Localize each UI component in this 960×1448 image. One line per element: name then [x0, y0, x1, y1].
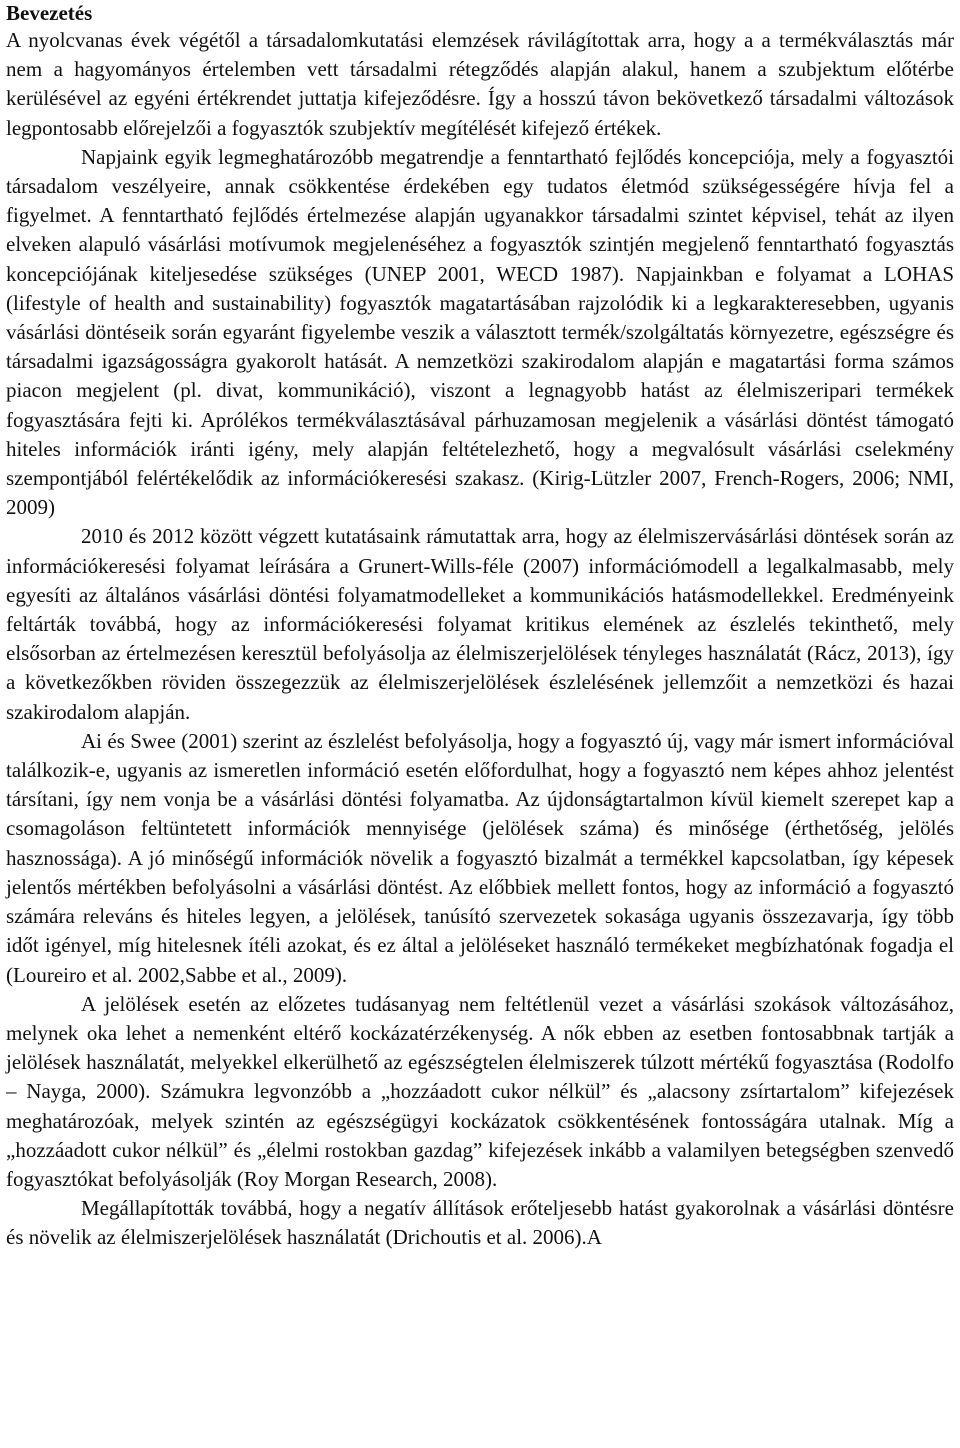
paragraph: Ai és Swee (2001) szerint az észlelést befolyásolja, hogy a fogyasztó új, vagy már ismert információval találkozik-e, ugyanis az ismeretlen információ esetén előfordulhat, hogy a fogyasztó nem képes ahhoz jelentést társítani, így nem vonja be a vásárlási döntési folyamatba. Az újdonságtartalmon kívül kiemelt szerepet kap a csomagoláson feltüntetett információk mennyisége (jelölések száma) és minősége (érthetőség, jelölés hasznossága). A jó minőségű információk növelik a fogyasztó bizalmát a termékkel kapcsolatban, így képesek jelentős mértékben befolyásolni a vásárlási döntést. Az előbbiek mellett fontos, hogy az információ a fogyasztó számára releváns és hiteles legyen, a jelölések, tanúsító szervezetek sokasága ugyanis összezavarja, így több időt igényel, míg hitelesnek ítéli azokat, és ez által a jelöléseket használó termékeket megbízhatónak fogadja el (Loureiro et al. 2002,Sabbe et al., 2009). — [6, 728, 954, 987]
paragraph: Napjaink egyik legmeghatározóbb megatrendje a fenntartható fejlődés koncepciója, mely a fogyasztói társadalom veszélyeire, annak csökkentése érdekében egy tudatos életmód szükségességére hívja fel a figyelmet. A fenntartható fejlődés értelmezése alapján ugyanakkor társadalmi szintet képvisel, tehát az ilyen elveken alapuló vásárlási motívumok megjelenéséhez a fogyasztók szintjén megjelenő fenntartható fogyasztás koncepciójának kiteljesedése szükséges (UNEP 2001, WECD 1987). Napjainkban e folyamat a LOHAS (lifestyle of health and sustainability) fogyasztók magatartásában rajzolódik ki a legkarakteresebben, ugyanis vásárlási döntéseik során egyaránt figyelembe veszik a választott termék/szolgáltatás környezetre, egészségre és társadalmi igazságosságra gyakorolt hatását. A nemzetközi szakirodalom alapján e magatartási forma számos piacon megjelent (pl. divat, kommunikáció), viszont a legnagyobb hatást az élelmiszeripari termékek fogyasztására fejti ki. Aprólékos termékválasztásával párhuzamosan megjelenik a vásárlási döntést támogató hiteles információk iránti igény, mely alapján feltételezhető, hogy a megvalósult vásárlási cselekmény szempontjából felértékelődik az információkeresési szakasz. (Kirig-Lützler 2007, French-Rogers, 2006; NMI, 2009) — [6, 144, 954, 520]
paragraph: 2010 és 2012 között végzett kutatásaink rámutattak arra, hogy az élelmiszervásárlási döntések során az információkeresési folyamat leírására a Grunert-Wills-féle (2007) információmodell a legalkalmasabb, mely egyesíti az általános vásárlási döntési folyamatmodelleket a kommunikációs hatásmodellekkel. Eredményeink feltárták továbbá, hogy az információkeresési folyamat kritikus elemének az észlelés tekinthető, mely elsősorban az értelmezésen keresztül befolyásolja az élelmiszerjelölések tényleges használatát (Rácz, 2013), így a következőkben röviden összegezzük az élelmiszerjelölések észlelésének jellemzőit a nemzetközi és hazai szakirodalom alapján. — [6, 524, 954, 724]
document-page — [6, 0, 954, 1253]
section-heading: Bevezetés — [6, 1, 93, 25]
paragraph: Megállapították továbbá, hogy a negatív állítások erőteljesebb hatást gyakorolnak a vásárlási döntésre és növelik az élelmiszerjelölések használatát (Drichoutis et al. 2006).A — [6, 1196, 954, 1250]
paragraph: A nyolcvanas évek végétől a társadalomkutatási elemzések rávilágítottak arra, hogy a a termékválasztás már nem a hagyományos értelemben vett társadalmi rétegződés alapján alakul, hanem a szubjektum előtérbe kerülésével az egyéni értékrendet juttatja kifejeződésre. Így a hosszú távon bekövetkező társadalmi változások legpontosabb előrejelzői a fogyasztók szubjektív megítélését kifejező értékek. — [6, 28, 954, 140]
paragraph: A jelölések esetén az előzetes tudásanyag nem feltétlenül vezet a vásárlási szokások változásához, melynek oka lehet a nemenként eltérő kockázatérzékenység. A nők ebben az esetben fontosabbnak tartják a jelölések használatát, melyekkel elkerülhető az egészségtelen élelmiszerek túlzott mértékű fogyasztása (Rodolfo – Nayga, 2000). Számukra legvonzóbb a „hozzáadott cukor nélkül” és „alacsony zsírtartalom” kifejezések meghatározóak, melyek szintén az egészségügyi kockázatok csökkentésének fontosságára utalnak. Míg a „hozzáadott cukor nélkül” és „élelmi rostokban gazdag” kifejezések inkább a valamilyen betegségben szenvedő fogyasztókat befolyásolják (Roy Morgan Research, 2008). — [6, 991, 954, 1191]
